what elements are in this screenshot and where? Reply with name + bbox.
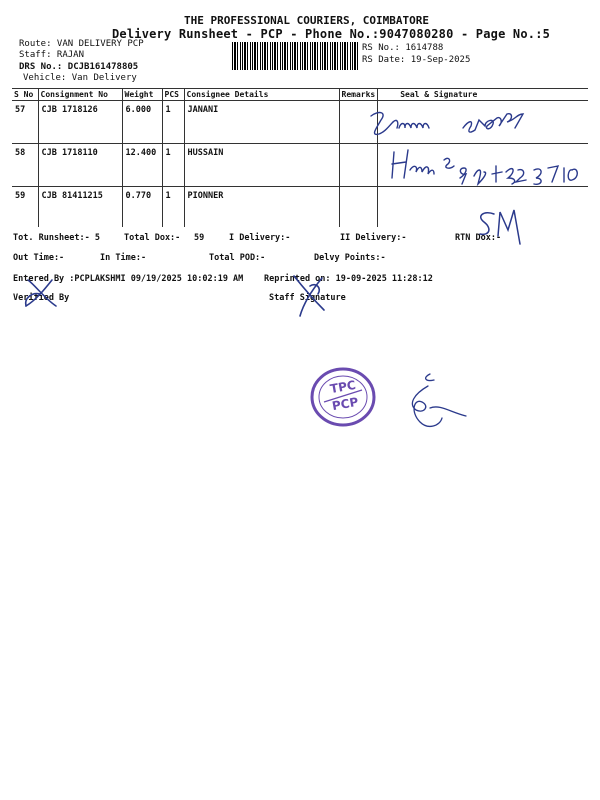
cell-pcs: 1 [162, 187, 184, 228]
stamp-line2: PCP [330, 394, 360, 414]
drs-label: DRS No.: [19, 62, 63, 72]
route-label: Route: VAN DELIVERY PCP [19, 39, 144, 49]
receiver-signature [400, 368, 470, 434]
col-remarks: Remarks [339, 89, 378, 101]
signature-janani [365, 108, 585, 148]
col-consignee: Consignee Details [184, 89, 339, 101]
ii-delivery: II Delivery:- [340, 233, 407, 243]
staff-label: Staff: RAJAN [19, 50, 85, 60]
cell-consignment: CJB 81411215 [38, 187, 122, 228]
vehicle-label: Vehicle: Van Delivery [23, 73, 137, 83]
i-delivery: I Delivery:- [229, 233, 291, 243]
out-time: Out Time:- [13, 253, 65, 263]
total-dox-label: Total Dox:- [124, 233, 181, 243]
cell-sno: 57 [12, 101, 38, 144]
verified-by: Verified By [13, 293, 70, 303]
entered-by: Entered By :PCPLAKSHMI 09/19/2025 10:02:19 AM [13, 274, 244, 284]
delvy-points: Delvy Points:- [314, 253, 386, 263]
cell-remarks [339, 187, 378, 228]
signature-pionner [470, 206, 530, 250]
col-weight: Weight [122, 89, 162, 101]
tot-runsheet: Tot. Runsheet:- 5 [13, 233, 100, 243]
company-name: THE PROFESSIONAL COURIERS, COIMBATORE [184, 14, 430, 27]
rtn-dox: RTN Dox:- [455, 233, 502, 243]
rs-date: RS Date: 19-Sep-2025 [362, 55, 471, 65]
cell-weight: 0.770 [122, 187, 162, 228]
rs-number: RS No.: 1614788 [362, 43, 444, 53]
reprinted-on: Reprinted on: 19-09-2025 11:28:12 [264, 274, 433, 284]
staff-signature-mark [286, 272, 330, 318]
cell-consignee: JANANI [184, 101, 339, 144]
col-consignment: Consignment No [38, 89, 122, 101]
drs-value: DCJB161478805 [67, 62, 139, 72]
in-time: In Time:- [100, 253, 147, 263]
col-seal-signature: Seal & Signature [378, 89, 588, 101]
total-dox-value: 59 [194, 233, 205, 243]
cell-consignee: HUSSAIN [184, 144, 339, 187]
table-header-row [12, 89, 588, 101]
cell-pcs: 1 [162, 144, 184, 187]
cell-weight: 6.000 [122, 101, 162, 144]
col-pcs: PCS [162, 89, 184, 101]
col-sno: S No [12, 89, 38, 101]
cell-weight: 12.400 [122, 144, 162, 187]
cell-consignee: PIONNER [184, 187, 339, 228]
runsheet-title: Delivery Runsheet - PCP - Phone No.:9047080280 - Page No.:5 [112, 27, 551, 41]
barcode [232, 42, 360, 70]
cell-pcs: 1 [162, 101, 184, 144]
stamp-line1: TPC [328, 377, 357, 397]
cell-consignment: CJB 1718126 [38, 101, 122, 144]
company-stamp [310, 366, 376, 428]
cell-remarks [339, 144, 378, 187]
cell-sno: 58 [12, 144, 38, 187]
cell-consignment: CJB 1718110 [38, 144, 122, 187]
cell-sno: 59 [12, 187, 38, 228]
drs-number [19, 62, 138, 72]
verified-by-mark [22, 276, 62, 310]
total-pod: Total POD:- [209, 253, 266, 263]
signature-hussain [388, 148, 588, 192]
staff-signature: Staff Signature [269, 293, 346, 303]
